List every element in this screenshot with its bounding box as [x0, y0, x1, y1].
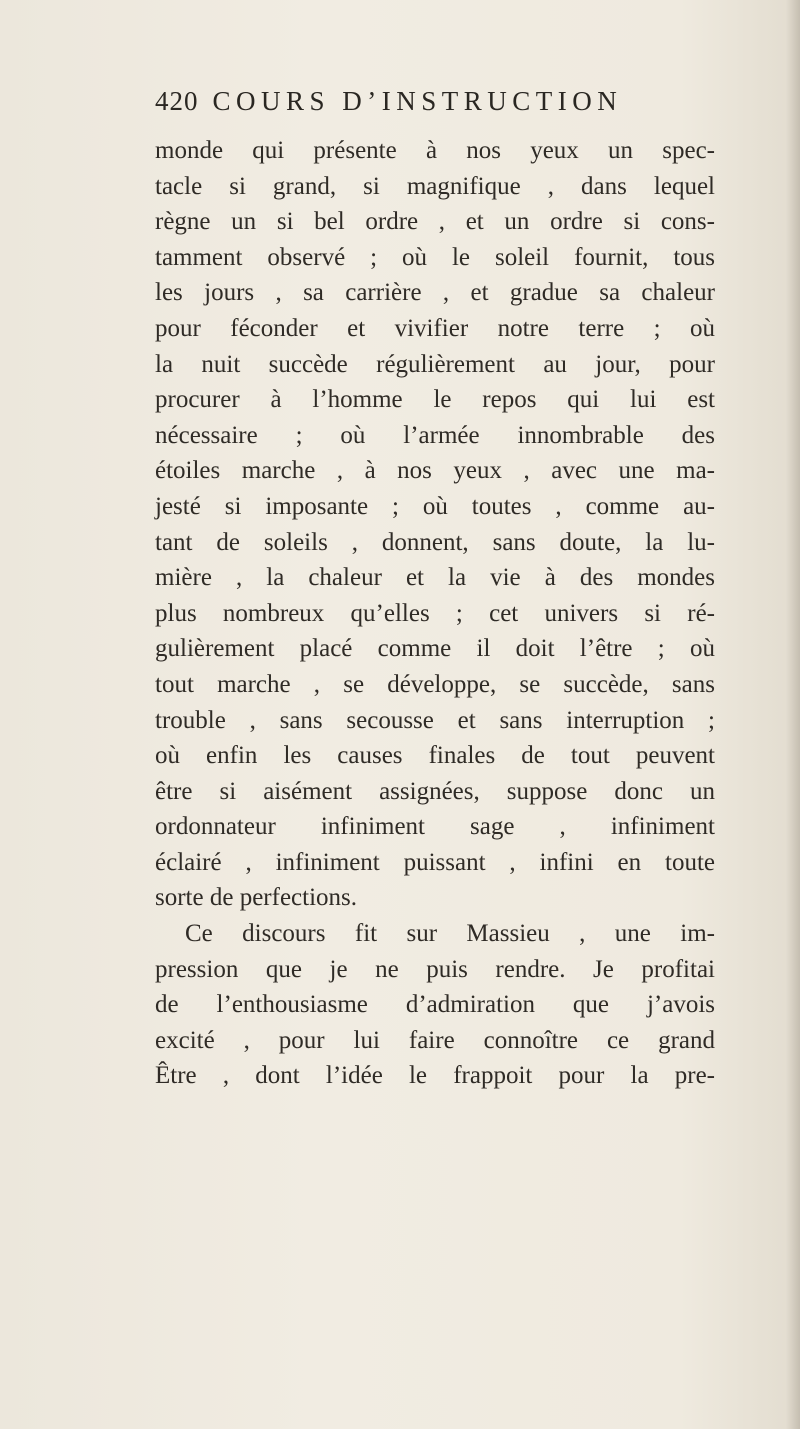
text-line: être si aisément assignées, suppose donc un: [155, 777, 715, 805]
text-line: règne un si bel ordre , et un ordre si cons-: [155, 208, 715, 236]
text-line: étoiles marche , à nos yeux , avec une ma-: [155, 457, 715, 485]
text-line-paragraph-start: Ce discours fit sur Massieu , une im-: [185, 920, 715, 948]
page-edge-shadow: [786, 0, 800, 1429]
page-number: 420: [155, 86, 199, 116]
text-line: de l’enthousiasme d’admiration que j’avois: [155, 991, 715, 1019]
text-line: pour féconder et vivifier notre terre ; où: [155, 314, 715, 342]
text-line: sorte de perfections.: [155, 884, 358, 912]
text-line: Être , dont l’idée le frappoit pour la pre-: [155, 1062, 715, 1090]
text-line: jesté si imposante ; où toutes , comme au-: [155, 492, 715, 520]
text-line: où enfin les causes finales de tout peuvent: [155, 742, 715, 770]
text-line: nécessaire ; où l’armée innombrable des: [155, 421, 715, 449]
text-line: tout marche , se développe, se succède, sans: [155, 670, 715, 698]
body-text: [155, 133, 715, 1094]
running-head: [155, 86, 715, 122]
text-line: gulièrement placé comme il doit l’être ; où: [155, 635, 715, 663]
text-line: tant de soleils , donnent, sans doute, la lu-: [155, 528, 715, 556]
text-line: plus nombreux qu’elles ; cet univers si ré-: [155, 599, 715, 627]
text-line: trouble , sans secousse et sans interruption ;: [155, 706, 715, 734]
text-line: ordonnateur infiniment sage , infiniment: [155, 813, 715, 841]
text-line: tacle si grand, si magnifique , dans lequel: [155, 172, 715, 200]
text-line: mière , la chaleur et la vie à des mondes: [155, 564, 715, 592]
text-line: tamment observé ; où le soleil fournit, tous: [155, 243, 715, 271]
text-line: les jours , sa carrière , et gradue sa chaleur: [155, 279, 715, 307]
text-line: éclairé , infiniment puissant , infini en toute: [155, 848, 715, 876]
text-line: la nuit succède régulièrement au jour, pour: [155, 350, 715, 378]
text-line: pression que je ne puis rendre. Je profitai: [155, 955, 715, 983]
text-line: monde qui présente à nos yeux un spec-: [155, 137, 715, 164]
text-line: procurer à l’homme le repos qui lui est: [155, 386, 715, 414]
text-line: excité , pour lui faire connoître ce grand: [155, 1026, 715, 1054]
running-title: COURS D’INSTRUCTION: [212, 86, 623, 116]
